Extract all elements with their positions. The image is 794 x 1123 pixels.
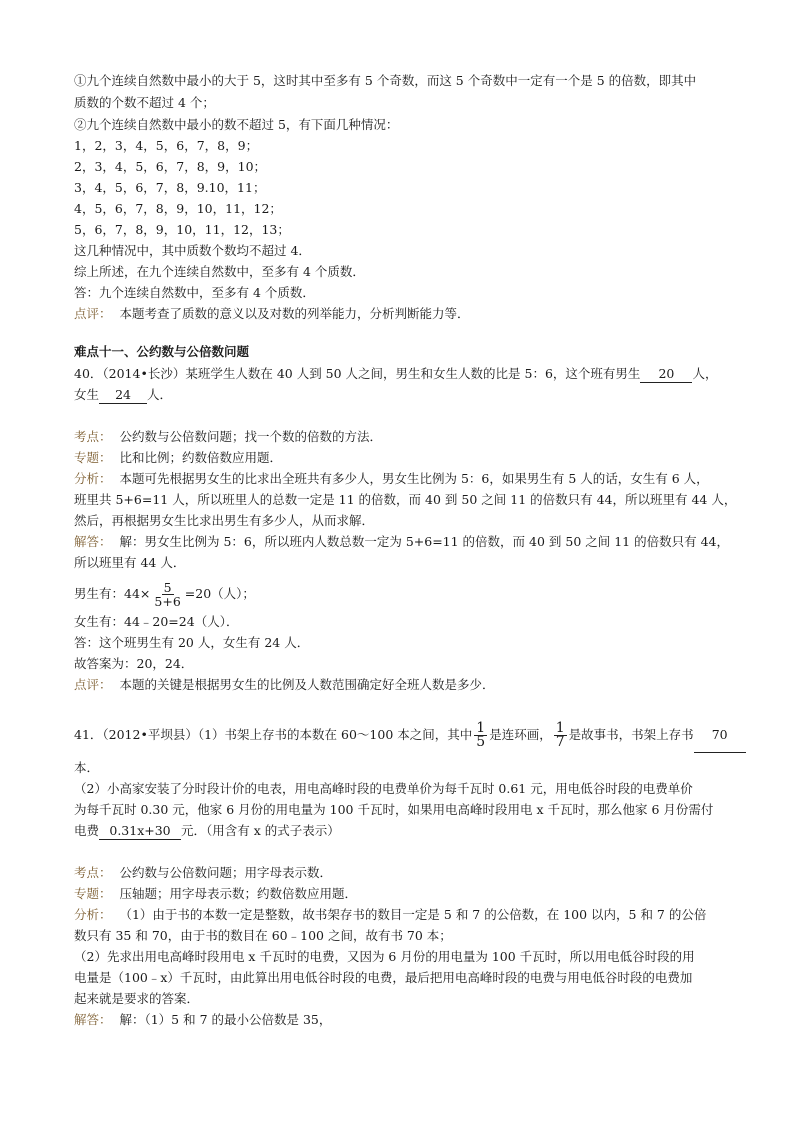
text-line: 质数的个数不超过 4 个； (74, 95, 215, 110)
question-text: 元．（用含有 x 的式子表示） (181, 823, 340, 838)
text-line: 4，5，6，7，8，9，10，11，12； (74, 201, 282, 216)
section-title: 难点十一、公约数与公倍数问题 (74, 344, 250, 359)
fraction (474, 722, 487, 749)
text-line: 数只有 35 和 70，由于书的数目在 60﹣100 之间，故有书 70 本； (74, 928, 452, 943)
jieda-text: 解：男女生比例为 5：6，所以班内人数总数一定为 5+6=11 的倍数，而 40 到 50 之间 11 的倍数只有 44， (119, 534, 729, 549)
fenxi-tag: 分析： (74, 471, 112, 486)
answer-blank-girls: 24 (99, 387, 147, 404)
zhuanti-tag: 专题： (74, 886, 112, 901)
fenxi-line (74, 907, 706, 923)
text-line: 1，2，3，4，5，6，7，8，9； (74, 138, 259, 153)
zhuanti-tag: 专题： (74, 450, 112, 465)
text-line: 答：九个连续自然数中，至多有 4 个质数． (74, 285, 315, 300)
question-text: 41．（2012•平坝县）（1）书架上存书的本数在 60～100 本之间，其中 (74, 727, 473, 742)
text-line: 电量是（100﹣x）千瓦时，由此算出用电低谷时段的电费，最后把用电高峰时段的电费与用电低谷时段的电费加 (74, 970, 693, 985)
jieda-tag: 解答： (74, 1012, 112, 1027)
kaodian-line (74, 865, 332, 881)
kaodian-tag: 考点： (74, 865, 112, 880)
fraction-numerator: 1 (476, 720, 486, 736)
fenxi-line (74, 471, 709, 487)
text-line: 综上所述，在九个连续自然数中，至多有 4 个质数． (74, 264, 365, 279)
question-text: 电费 (74, 823, 100, 838)
question-text: 是连环画， (489, 727, 552, 742)
zhuanti-line (74, 886, 357, 902)
equation-line (74, 580, 255, 608)
fraction-denominator: 5+6 (154, 594, 181, 609)
text-line: 5，6，7，8，9，10，11，12，13； (74, 222, 290, 237)
jieda-tag: 解答： (74, 534, 112, 549)
answer-blank-boys: 20 (640, 366, 692, 383)
text-line: 故答案为：20，24． (74, 656, 194, 671)
comment-tag: 点评： (74, 306, 112, 321)
question-40-line (74, 387, 172, 404)
text-line: 班里共 5+6=11 人，所以班里人的总数一定是 11 的倍数，而 40 到 50 之间 11 的倍数只有 44，所以班里有 44 人， (74, 492, 737, 507)
kaodian-tag: 考点： (74, 429, 112, 444)
text-line: ②九个连续自然数中最小的数不超过 5，有下面几种情况： (74, 117, 399, 132)
comment-text: 本题的关键是根据男女生的比例及人数范围确定好全班人数是多少． (119, 677, 495, 692)
question-text: 人． (147, 387, 173, 402)
fraction-numerator: 5 (163, 580, 172, 595)
fraction-denominator: 5 (476, 734, 486, 750)
answer-blank-fee: 0.31x+30 (99, 823, 181, 840)
comment-tag: 点评： (74, 677, 112, 692)
question-41-line (74, 718, 746, 753)
comment-line (74, 677, 494, 693)
zhuanti-text: 比和比例；约数倍数应用题． (119, 450, 282, 465)
text-line: （2）小高家安装了分时段计价的电表，用电高峰时段的电费单价为每千瓦时 0.61 元，用电低谷时段的电费单价 (74, 781, 693, 796)
jieda-line (74, 534, 729, 550)
jieda-text: 解：（1）5 和 7 的最小公倍数是 35， (119, 1012, 332, 1027)
kaodian-line (74, 429, 382, 445)
fenxi-tag: 分析： (74, 907, 112, 922)
text-line: 本． (74, 760, 100, 775)
answer-blank-books: 70 (694, 718, 746, 753)
text-line: 起来就是要求的答案． (74, 991, 200, 1006)
kaodian-text: 公约数与公倍数问题；找一个数的倍数的方法． (119, 429, 382, 444)
fenxi-text: 本题可先根据男女生的比求出全班共有多少人，男女生比例为 5：6，如果男生有 5 人的话，女生有 6 人， (119, 471, 709, 486)
question-text: 40．（2014•长沙）某班学生人数在 40 人到 50 人之间，男生和女生人数的比是 5：6，这个班有男生 (74, 366, 641, 381)
text-line: 为每千瓦时 0.30 元，他家 6 月份的用电量为 100 千瓦时，如果用电高峰时段用电 x 千瓦时，那么他家 6 月份需付 (74, 802, 714, 817)
fraction (152, 581, 182, 608)
kaodian-text: 公约数与公倍数问题；用字母表示数． (119, 865, 332, 880)
equation-text: 男生有：44× (74, 586, 151, 601)
fraction (554, 722, 567, 749)
text-line: 所以班里有 44 人． (74, 555, 186, 570)
question-40-line (74, 366, 717, 383)
question-text: 女生 (74, 387, 100, 402)
text-line: 答：这个班男生有 20 人，女生有 24 人． (74, 635, 310, 650)
zhuanti-line (74, 450, 282, 466)
question-text: 是故事书，书架上存书 (568, 727, 694, 742)
equation-text: =20（人）； (184, 586, 255, 601)
text-line: 然后，再根据男女生比求出男生有多少人，从而求解． (74, 513, 375, 528)
question-text: 人， (692, 366, 718, 381)
fenxi-text: （1）由于书的本数一定是整数，故书架存书的数目一定是 5 和 7 的公倍数，在 100 以内，5 和 7 的公倍 (119, 907, 707, 922)
text-line: 这几种情况中，其中质数个数均不超过 4． (74, 243, 311, 258)
zhuanti-text: 压轴题；用字母表示数；约数倍数应用题． (119, 886, 357, 901)
text-line: 女生有：44﹣20=24（人）． (74, 614, 239, 629)
jieda-line (74, 1012, 331, 1028)
fraction-numerator: 1 (555, 720, 565, 736)
text-line: （2）先求出用电高峰时段用电 x 千瓦时的电费，又因为 6 月份的用电量为 100 千瓦时，所以用电低谷时段的用 (74, 949, 695, 964)
comment-text: 本题考查了质数的意义以及对数的列举能力，分析判断能力等． (119, 306, 470, 321)
question-41-line (74, 823, 340, 840)
text-line: 3，4，5，6，7，8，9.10，11； (74, 180, 266, 195)
text-line: ①九个连续自然数中最小的大于 5，这时其中至多有 5 个奇数，而这 5 个奇数中一定有一个是 5 的倍数，即其中 (74, 73, 697, 88)
text-line: 2，3，4，5，6，7，8，9，10； (74, 159, 267, 174)
fraction-denominator: 7 (555, 734, 565, 750)
comment-line (74, 306, 469, 322)
